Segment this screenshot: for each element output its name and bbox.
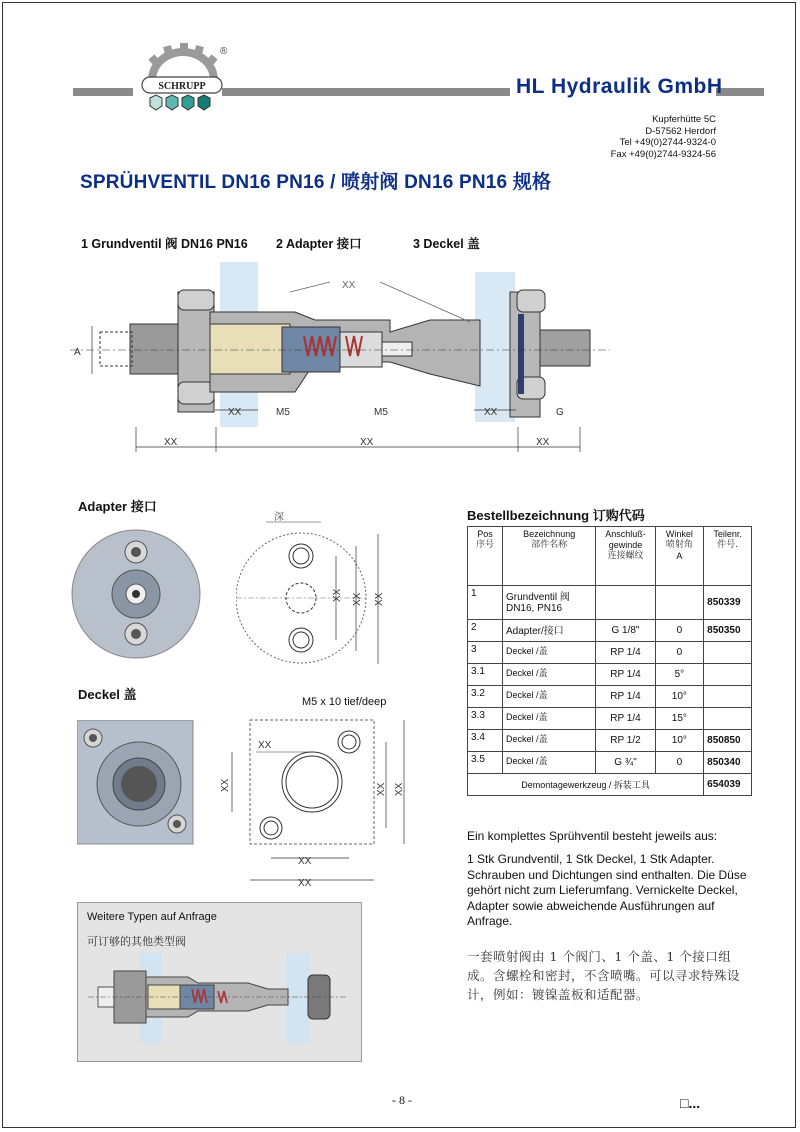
cell-gew: RP 1/4 bbox=[596, 642, 655, 664]
col-pos bbox=[468, 527, 503, 586]
col-winkel-a: A bbox=[676, 551, 683, 561]
col-winkel-zh: 喷射角 bbox=[665, 540, 693, 550]
cell-pos: 3.1 bbox=[468, 664, 503, 686]
deckel-dim-xx-right-1: XX bbox=[376, 782, 387, 796]
deckel-dim-xx-left: XX bbox=[220, 778, 231, 792]
cell-teil: 850350 bbox=[704, 620, 752, 642]
dim-xx-bottom-right: XX bbox=[536, 437, 550, 448]
address-line: Tel +49(0)2744-9324-0 bbox=[619, 137, 716, 148]
deckel-dim-xx-right-2: XX bbox=[394, 782, 405, 796]
col-winkel-de: Winkel bbox=[665, 529, 693, 539]
dim-xx-small-right: XX bbox=[484, 407, 498, 418]
page-title: SPRÜHVENTIL DN16 PN16 / 喷射阀 DN16 PN16 规格 bbox=[80, 172, 552, 193]
more-types-box bbox=[77, 902, 362, 1062]
header-bar-right bbox=[716, 88, 764, 96]
address-line: Kupferhütte 5C bbox=[652, 114, 716, 125]
cell-gew: G 1/8" bbox=[596, 620, 655, 642]
cell-pos: 1 bbox=[468, 586, 503, 620]
adapter-dim-xx-3: XX bbox=[374, 592, 385, 606]
cell-wink: 0 bbox=[655, 642, 704, 664]
cell-bez: Deckel /盖 bbox=[502, 752, 595, 774]
col-pos-zh: 序号 bbox=[475, 540, 494, 550]
cell-bez: Deckel /盖 bbox=[502, 664, 595, 686]
cell-teil bbox=[704, 708, 752, 730]
desc-body: 1 Stk Grundventil, 1 Stk Deckel, 1 Stk Adapter. Schrauben und Dichtungen sind enthalten. Die Düse gehört nicht zum Lieferumfang. Vernickelte Deckel, Adapter sowie abweichende Ausführungen auf Anfrage. bbox=[467, 852, 747, 928]
cell-wink: 10° bbox=[655, 686, 704, 708]
cell-wink: 5° bbox=[655, 664, 704, 686]
table-row bbox=[468, 586, 752, 620]
cell-bez: Adapter/接口 bbox=[502, 620, 595, 642]
col-bez-zh: 部件名称 bbox=[531, 540, 568, 550]
table-row bbox=[468, 620, 752, 642]
cell-bez: Deckel /盖 bbox=[502, 642, 595, 664]
table-row bbox=[468, 730, 752, 752]
cell-wink: 0 bbox=[655, 620, 704, 642]
cell-gew bbox=[596, 586, 655, 620]
header-bar-left bbox=[73, 88, 133, 96]
deckel-heading: Deckel 盖 bbox=[78, 687, 137, 702]
assembly-drawing bbox=[70, 262, 610, 462]
desc-zh: 一套喷射阀由 1 个阀门、1 个盖、1 个接口组成。含螺栓和密封，不含喷嘴。可以寻求特殊设计，例如：镀镍盖板和适配器。 bbox=[467, 949, 741, 1002]
table-row bbox=[468, 642, 752, 664]
cell-tool-teil: 654039 bbox=[704, 774, 752, 796]
deckel-dim-xx-top: XX bbox=[258, 740, 272, 751]
col-teil-zh: 件号. bbox=[717, 540, 739, 550]
label-g: G bbox=[556, 407, 564, 418]
dim-xx-bottom-left: XX bbox=[164, 437, 178, 448]
more-types-drawing bbox=[88, 953, 348, 1043]
cell-teil: 850850 bbox=[704, 730, 752, 752]
adapter-dim-xx-2: XX bbox=[352, 592, 363, 606]
adapter-depth-label: 深 bbox=[274, 512, 284, 523]
table-row bbox=[468, 708, 752, 730]
deckel-photo bbox=[77, 720, 195, 846]
cell-pos: 3 bbox=[468, 642, 503, 664]
dim-a-label: A bbox=[74, 347, 81, 358]
table-header-row bbox=[468, 527, 752, 586]
registered-mark: ® bbox=[220, 46, 228, 57]
cell-wink: 15° bbox=[655, 708, 704, 730]
adapter-dim-xx-1: XX bbox=[332, 588, 343, 602]
part-label-2: 2 Adapter 接口 bbox=[276, 237, 362, 251]
cell-pos: 3.3 bbox=[468, 708, 503, 730]
table-row bbox=[468, 752, 752, 774]
table-row bbox=[468, 664, 752, 686]
address-line: D-57562 Herdorf bbox=[645, 125, 716, 137]
col-pos-de: Pos bbox=[477, 529, 493, 539]
col-bezeichnung bbox=[502, 527, 595, 586]
cell-pos: 2 bbox=[468, 620, 503, 642]
company-name: HL Hydraulik GmbH bbox=[516, 75, 723, 98]
logo-text: SCHRUPP bbox=[158, 81, 206, 92]
cell-bez: Deckel /盖 bbox=[502, 686, 595, 708]
cell-pos: 3.4 bbox=[468, 730, 503, 752]
deckel-drawing bbox=[216, 712, 412, 892]
cell-bez: Deckel /盖 bbox=[502, 730, 595, 752]
company-address bbox=[611, 114, 716, 160]
col-teilenr bbox=[704, 527, 752, 586]
col-anschl-de: Anschluß-gewinde bbox=[605, 529, 646, 550]
corner-mark: □... bbox=[680, 1095, 701, 1111]
order-heading: Bestellbezeichnung 订购代码 bbox=[467, 508, 645, 523]
cell-gew: RP 1/4 bbox=[596, 686, 655, 708]
cell-pos: 3.5 bbox=[468, 752, 503, 774]
cell-bez: Deckel /盖 bbox=[502, 708, 595, 730]
table-row bbox=[468, 686, 752, 708]
cell-bez: Grundventil 阀 DN16, PN16 bbox=[502, 586, 595, 620]
table-row-tool bbox=[468, 774, 752, 796]
header-bar-mid bbox=[222, 88, 510, 96]
cell-gew: RP 1/4 bbox=[596, 664, 655, 686]
dim-top-xx: XX bbox=[342, 280, 356, 291]
label-m5-mid: M5 bbox=[374, 407, 388, 418]
col-anschl-zh: 连接螺纹 bbox=[607, 551, 644, 561]
more-types-title-zh: 可订够的其他类型阀 bbox=[87, 935, 186, 948]
cell-wink bbox=[655, 586, 704, 620]
col-teil-de: Teilenr. bbox=[713, 529, 742, 539]
cell-gew: G ¾" bbox=[596, 752, 655, 774]
cell-wink: 10° bbox=[655, 730, 704, 752]
deckel-dim-xx-bottom-1: XX bbox=[298, 856, 312, 867]
part-label-3: 3 Deckel 盖 bbox=[413, 237, 480, 251]
cell-tool-label: Demontagewerkzeug / 拆装工具 bbox=[468, 774, 704, 796]
page-number: - 8 - bbox=[392, 1093, 412, 1107]
part-label-1: 1 Grundventil 阀 DN16 PN16 bbox=[81, 237, 248, 251]
address-line: Fax +49(0)2744-9324-56 bbox=[610, 148, 716, 160]
cell-teil bbox=[704, 686, 752, 708]
cell-teil: 850340 bbox=[704, 752, 752, 774]
col-bez-de: Bezeichnung bbox=[523, 529, 576, 539]
cell-teil bbox=[704, 664, 752, 686]
adapter-photo bbox=[70, 526, 210, 666]
dim-xx-bottom-mid: XX bbox=[360, 437, 374, 448]
cell-wink: 0 bbox=[655, 752, 704, 774]
cell-gew: RP 1/4 bbox=[596, 708, 655, 730]
cell-teil bbox=[704, 642, 752, 664]
schrupp-logo bbox=[128, 40, 238, 122]
adapter-drawing bbox=[236, 506, 396, 686]
adapter-heading: Adapter 接口 bbox=[78, 499, 157, 514]
dim-xx-small-left: XX bbox=[228, 407, 242, 418]
col-winkel bbox=[655, 527, 704, 586]
cell-gew: RP 1/2 bbox=[596, 730, 655, 752]
deckel-thread-label: M5 x 10 tief/deep bbox=[302, 696, 387, 708]
order-table bbox=[467, 526, 752, 796]
label-m5-left: M5 bbox=[276, 407, 290, 418]
deckel-dim-xx-bottom-2: XX bbox=[298, 878, 312, 889]
cell-pos: 3.2 bbox=[468, 686, 503, 708]
cell-teil: 850339 bbox=[704, 586, 752, 620]
col-anschluss bbox=[596, 527, 655, 586]
more-types-title: Weitere Typen auf Anfrage bbox=[87, 911, 217, 923]
desc-heading: Ein komplettes Sprühventil besteht jeweils aus: bbox=[467, 829, 718, 843]
